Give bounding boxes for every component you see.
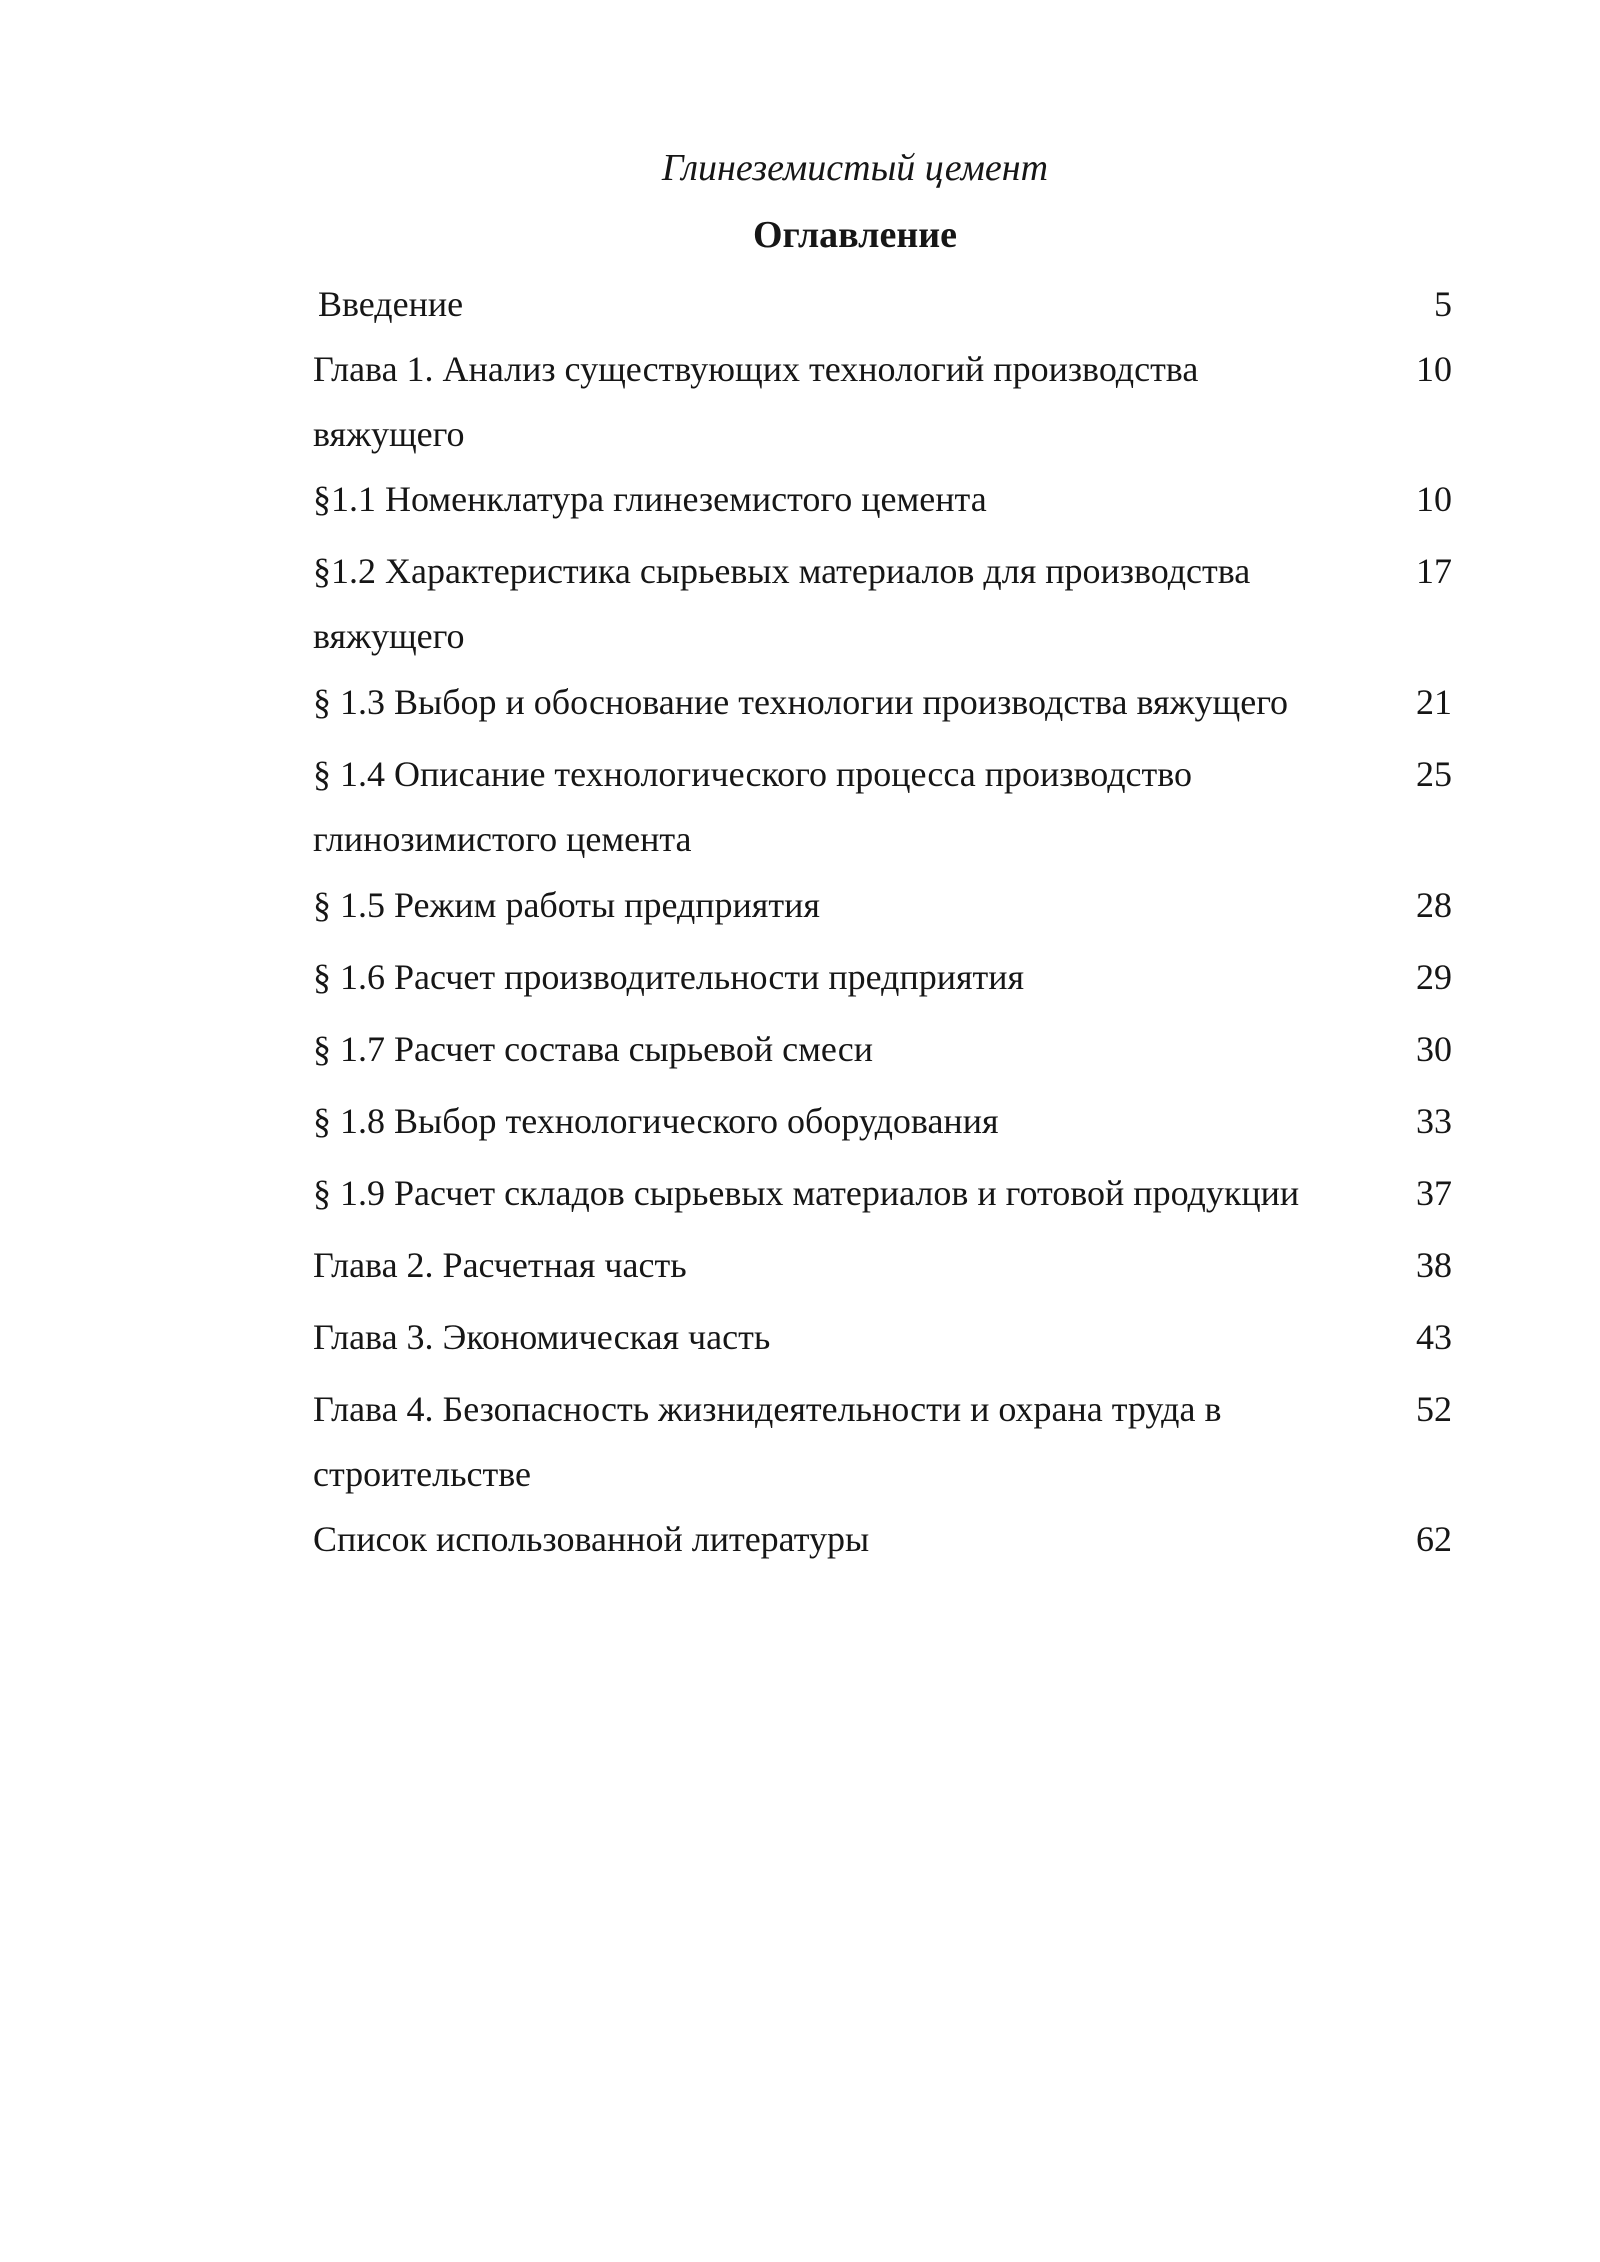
toc-entry-page: 5 bbox=[1434, 284, 1452, 324]
toc-entry-page: 62 bbox=[1416, 1519, 1452, 1559]
toc-entry-page: 28 bbox=[1416, 885, 1452, 925]
toc-heading: Оглавление bbox=[752, 214, 958, 256]
toc-entry[interactable] bbox=[0, 1305, 1600, 1365]
toc-entry[interactable] bbox=[0, 1377, 1600, 1494]
toc-entry[interactable] bbox=[0, 1017, 1600, 1077]
document-title: Глинеземистый цемент bbox=[661, 147, 1049, 189]
toc-entry-page: 25 bbox=[1416, 754, 1452, 794]
toc-entry[interactable] bbox=[0, 272, 1600, 332]
toc-entry-label: Глава 4. Безопасность жизнидеятельности и охрана труда в строительстве bbox=[313, 1389, 1222, 1494]
toc-entry-page: 38 bbox=[1416, 1245, 1452, 1285]
toc-entry-page: 30 bbox=[1416, 1029, 1452, 1069]
toc-entry[interactable] bbox=[0, 873, 1600, 933]
toc-entry-label: § 1.8 Выбор технологического оборудования bbox=[313, 1101, 999, 1141]
toc-entry-label: § 1.5 Режим работы предприятия bbox=[313, 885, 820, 925]
toc-entry[interactable] bbox=[0, 539, 1600, 656]
toc-entry[interactable] bbox=[0, 1507, 1600, 1567]
toc-entry-label: Введение bbox=[318, 284, 464, 324]
toc-entry[interactable] bbox=[0, 1233, 1600, 1293]
toc-entry-page: 33 bbox=[1416, 1101, 1452, 1141]
toc-entry-label: §1.2 Характеристика сырьевых материалов для производства вяжущего bbox=[313, 551, 1251, 656]
toc-entry-label: § 1.3 Выбор и обоснование технологии производства вяжущего bbox=[313, 682, 1289, 722]
toc-entry[interactable] bbox=[0, 670, 1600, 730]
toc-entry[interactable] bbox=[0, 1161, 1600, 1221]
toc-entry[interactable] bbox=[0, 742, 1600, 859]
toc-entry-label: Список использованной литературы bbox=[313, 1519, 870, 1559]
toc-entry-page: 52 bbox=[1416, 1389, 1452, 1429]
toc-entry-page: 29 bbox=[1416, 957, 1452, 997]
toc-entry[interactable] bbox=[0, 945, 1600, 1005]
toc-entry-label: § 1.7 Расчет состава сырьевой смеси bbox=[313, 1029, 874, 1069]
toc-entry-label: § 1.9 Расчет складов сырьевых материалов и готовой продукции bbox=[313, 1173, 1300, 1213]
toc-entry-label: Глава 2. Расчетная часть bbox=[313, 1245, 687, 1285]
toc-entry[interactable] bbox=[0, 337, 1600, 454]
toc-entry-label: § 1.6 Расчет производительности предприятия bbox=[313, 957, 1025, 997]
toc-entry-page: 10 bbox=[1416, 479, 1452, 519]
toc-entry-page: 10 bbox=[1416, 349, 1452, 389]
toc-entry-page: 17 bbox=[1416, 551, 1452, 591]
toc-entry-page: 21 bbox=[1416, 682, 1452, 722]
toc-entry-page: 43 bbox=[1416, 1317, 1452, 1357]
toc-entry[interactable] bbox=[0, 467, 1600, 527]
toc-entry-label: § 1.4 Описание технологического процесса производство глинозимистого цемента bbox=[313, 754, 1192, 859]
toc-entry-label: §1.1 Номенклатура глинеземистого цемента bbox=[313, 479, 987, 519]
toc-entry[interactable] bbox=[0, 1089, 1600, 1149]
toc-entry-label: Глава 3. Экономическая часть bbox=[313, 1317, 771, 1357]
toc-entry-label: Глава 1. Анализ существующих технологий производства вяжущего bbox=[313, 349, 1199, 454]
toc-entry-page: 37 bbox=[1416, 1173, 1452, 1213]
